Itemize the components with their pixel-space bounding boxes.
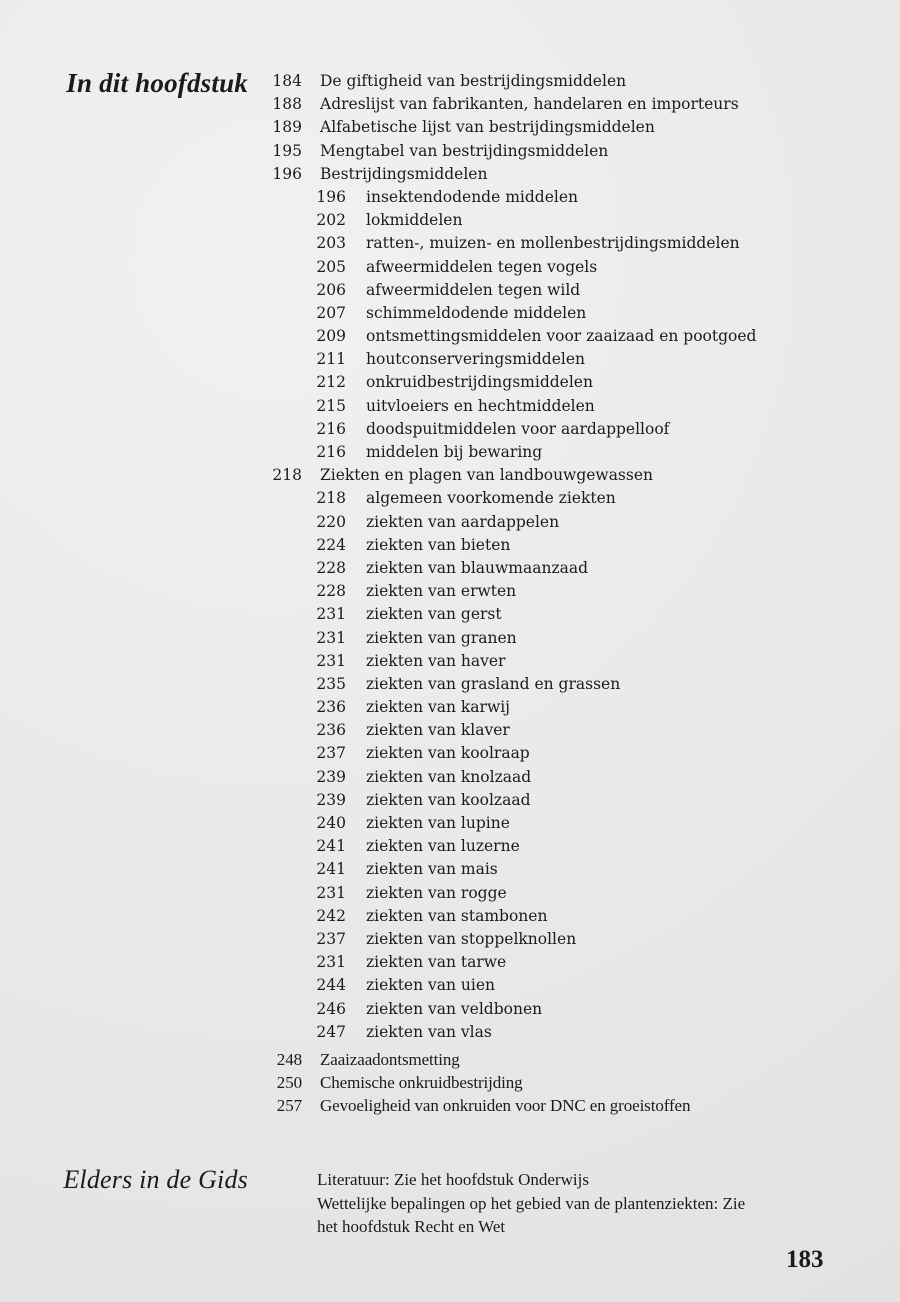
toc-page-number: 247	[316, 1022, 346, 1041]
toc-entry	[262, 163, 882, 186]
toc-title: Ziekten en plagen van landbouwgewassen	[320, 466, 653, 485]
cross-reference-line: het hoofdstuk Recht en Wet	[317, 1217, 506, 1236]
toc-subentry	[262, 348, 882, 371]
toc-title: onkruidbestrijdingsmiddelen	[366, 373, 593, 392]
toc-subentry	[262, 186, 882, 209]
toc-subentry	[262, 998, 882, 1021]
toc-subentry	[262, 534, 882, 557]
toc-page-number: 215	[316, 396, 346, 415]
toc-page-number: 212	[316, 373, 346, 392]
toc-page-number: 224	[316, 535, 346, 554]
toc-title: ziekten van karwij	[366, 698, 510, 717]
toc-subentry	[262, 835, 882, 858]
toc-page-number: 231	[316, 883, 346, 902]
toc-page-number: 228	[316, 582, 346, 601]
toc-title: doodspuitmiddelen voor aardappelloof	[366, 419, 670, 438]
toc-page-number: 239	[316, 767, 346, 786]
toc-title: ziekten van aardappelen	[366, 512, 560, 531]
toc-subentry	[262, 580, 882, 603]
toc-page-number: 231	[316, 605, 346, 624]
toc-page-number: 195	[272, 141, 302, 160]
cross-reference-line: Literatuur: Zie het hoofdstuk Onderwijs	[317, 1170, 589, 1189]
toc-subentry	[262, 650, 882, 673]
toc-title: ratten-, muizen- en mollenbestrijdingsmiddelen	[366, 234, 740, 253]
toc-subentry	[262, 441, 882, 464]
section-heading-elders-in-de-gids: Elders in de Gids	[63, 1165, 248, 1194]
toc-page-number: 206	[316, 280, 346, 299]
section-heading-in-dit-hoofdstuk: In dit hoofdstuk	[66, 68, 248, 98]
toc-title: Adreslijst van fabrikanten, handelaren en importeurs	[320, 95, 739, 114]
toc-title: Gevoeligheid van onkruiden voor DNC en groeistoffen	[320, 1096, 691, 1116]
toc-title: Alfabetische lijst van bestrijdingsmiddelen	[320, 118, 655, 137]
toc-title: ziekten van lupine	[366, 814, 510, 832]
toc-entry	[262, 140, 882, 163]
toc-title: algemeen voorkomende ziekten	[366, 489, 616, 508]
toc-title: De giftigheid van bestrijdingsmiddelen	[320, 72, 627, 90]
toc-page-number: 242	[316, 906, 346, 925]
toc-subentry	[262, 766, 882, 789]
toc-entry	[262, 464, 882, 487]
toc-title: ziekten van mais	[366, 860, 498, 879]
toc-subentry	[262, 696, 882, 719]
toc-subentry	[262, 627, 882, 650]
toc-subentry	[262, 951, 882, 974]
toc-page-number: 188	[272, 95, 302, 114]
toc-title: ziekten van veldbonen	[366, 999, 543, 1018]
toc-subentry	[262, 882, 882, 905]
toc-subentry	[262, 418, 882, 441]
toc-page-number: 202	[316, 211, 346, 230]
toc-title: afweermiddelen tegen vogels	[366, 257, 598, 276]
toc-page-number: 236	[316, 721, 346, 740]
toc-page-number: 250	[276, 1073, 302, 1093]
toc-title: ziekten van bieten	[366, 535, 511, 554]
toc-title: ziekten van gerst	[366, 605, 502, 624]
toc-page-number: 220	[316, 512, 346, 531]
toc-page-number: 241	[316, 837, 346, 856]
toc-page-number: 209	[316, 327, 346, 346]
toc-page-number: 218	[316, 489, 346, 508]
toc-subentry	[262, 209, 882, 232]
toc-title: ziekten van stambonen	[366, 906, 548, 925]
table-of-contents	[262, 70, 882, 1117]
toc-page-number: 184	[272, 72, 302, 90]
toc-entry	[262, 1094, 882, 1117]
toc-title: uitvloeiers en hechtmiddelen	[366, 396, 595, 415]
toc-page-number: 218	[272, 466, 302, 485]
toc-page-number: 246	[316, 999, 346, 1018]
toc-title: lokmiddelen	[366, 211, 463, 230]
toc-title: middelen bij bewaring	[366, 443, 543, 461]
toc-subentry	[262, 789, 882, 812]
toc-page-number: 216	[316, 443, 346, 461]
toc-title: ziekten van erwten	[366, 582, 517, 601]
toc-subentry	[262, 719, 882, 742]
toc-title: insektendodende middelen	[366, 187, 578, 206]
toc-page-number: 244	[316, 976, 346, 995]
toc-page-number: 211	[316, 350, 346, 369]
toc-subentry	[262, 511, 882, 534]
toc-title: ontsmettingsmiddelen voor zaaizaad en pootgoed	[366, 327, 757, 346]
toc-title: afweermiddelen tegen wild	[366, 280, 581, 299]
toc-page-number: 203	[316, 234, 346, 253]
toc-subentry	[262, 256, 882, 279]
toc-page-number: 196	[272, 164, 302, 183]
toc-page-number: 257	[276, 1096, 302, 1116]
toc-page-number: 248	[276, 1049, 302, 1069]
toc-page-number: 235	[316, 674, 346, 693]
toc-page-number: 231	[316, 953, 346, 972]
toc-title: ziekten van uien	[366, 976, 496, 995]
toc-title: ziekten van koolraap	[366, 744, 530, 763]
toc-subentry	[262, 325, 882, 348]
toc-subentry	[262, 742, 882, 765]
toc-page-number: 231	[316, 651, 346, 670]
toc-page-number: 205	[316, 257, 346, 276]
toc-page-number: 231	[316, 628, 346, 647]
toc-subentry	[262, 557, 882, 580]
toc-subentry	[262, 371, 882, 394]
toc-title: ziekten van granen	[366, 628, 517, 647]
toc-entry	[262, 116, 882, 139]
toc-subentry	[262, 905, 882, 928]
toc-title: ziekten van tarwe	[366, 953, 507, 972]
toc-subentry	[262, 302, 882, 325]
cross-reference-line: Wettelijke bepalingen op het gebied van de plantenziekten: Zie	[317, 1193, 746, 1213]
toc-page-number: 189	[272, 118, 302, 137]
toc-entry	[262, 1048, 882, 1071]
toc-title: Mengtabel van bestrijdingsmiddelen	[320, 141, 609, 160]
toc-title: Chemische onkruidbestrijding	[320, 1073, 523, 1093]
toc-title: ziekten van haver	[366, 651, 506, 670]
cross-references	[317, 1168, 857, 1239]
toc-subentry	[262, 858, 882, 881]
toc-title: ziekten van vlas	[366, 1022, 492, 1041]
toc-entry	[262, 70, 882, 93]
toc-title: Bestrijdingsmiddelen	[320, 164, 488, 183]
toc-page-number: 237	[316, 929, 346, 948]
toc-subentry	[262, 974, 882, 997]
toc-entry	[262, 1071, 882, 1094]
toc-title: ziekten van koolzaad	[366, 790, 531, 809]
toc-title: ziekten van klaver	[366, 721, 510, 740]
toc-page-number: 228	[316, 558, 346, 577]
toc-entry	[262, 93, 882, 116]
toc-title: Zaaizaadontsmetting	[320, 1049, 460, 1069]
toc-title: schimmeldodende middelen	[366, 303, 587, 322]
toc-subentry	[262, 279, 882, 302]
toc-subentry	[262, 812, 882, 835]
toc-title: ziekten van stoppelknollen	[366, 929, 577, 948]
toc-page-number: 241	[316, 860, 346, 879]
toc-page-number: 240	[316, 814, 346, 832]
toc-subentry	[262, 1021, 882, 1044]
toc-subentry	[262, 395, 882, 418]
toc-page-number: 239	[316, 790, 346, 809]
toc-subentry	[262, 232, 882, 255]
toc-page-number: 207	[316, 303, 346, 322]
toc-subentry	[262, 603, 882, 626]
toc-title: ziekten van grasland en grassen	[366, 674, 621, 693]
toc-page-number: 216	[316, 419, 346, 438]
toc-page-number: 236	[316, 698, 346, 717]
toc-subentry	[262, 928, 882, 951]
toc-title: ziekten van knolzaad	[366, 767, 532, 786]
toc-title: ziekten van rogge	[366, 883, 507, 902]
toc-page-number: 237	[316, 744, 346, 763]
toc-title: houtconserveringsmiddelen	[366, 350, 585, 369]
toc-page-number: 196	[316, 187, 346, 206]
toc-title: ziekten van luzerne	[366, 837, 520, 856]
toc-subentry	[262, 487, 882, 510]
page-number: 183	[786, 1246, 824, 1273]
toc-title: ziekten van blauwmaanzaad	[366, 558, 589, 577]
toc-subentry	[262, 673, 882, 696]
